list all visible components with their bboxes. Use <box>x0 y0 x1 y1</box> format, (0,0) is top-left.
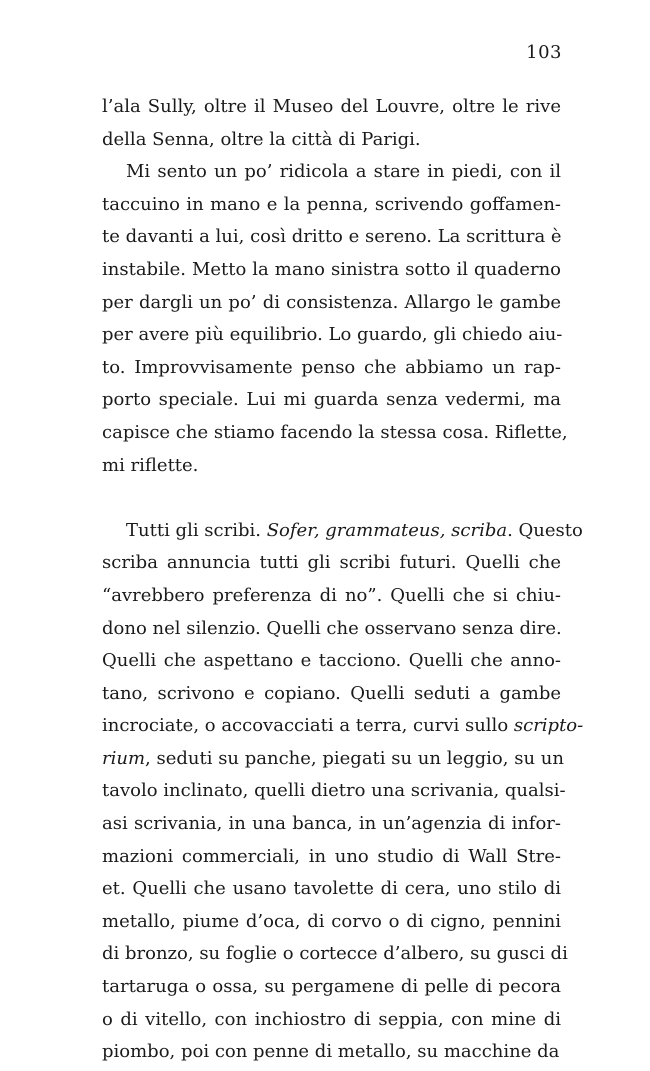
text-line <box>102 841 561 874</box>
text-segment: Mi sento un po’ ridicola a stare in piedi, con il <box>126 161 561 183</box>
text-segment: mi riflette. <box>102 454 199 476</box>
text-segment: della Senna, oltre la città di Parigi. <box>102 128 421 150</box>
text-line <box>102 319 561 352</box>
text-segment: . Questo <box>507 519 583 541</box>
page-number: 103 <box>526 42 562 63</box>
text-segment: te davanti a lui, così dritto e sereno. La scrittura è <box>102 226 562 248</box>
text-line <box>102 221 561 254</box>
text-line <box>102 287 561 320</box>
paragraph <box>102 515 584 1069</box>
text-line <box>102 352 561 385</box>
text-line <box>102 189 561 222</box>
text-line <box>102 580 561 613</box>
text-segment: tartaruga o ossa, su pergamene di pelle di pecora <box>102 976 561 998</box>
text-line <box>102 645 561 678</box>
text-line <box>102 254 561 287</box>
text-segment: capisce che stiamo facendo la stessa cosa. Riflette, <box>102 421 568 443</box>
italic-text: Sofer, grammateus, scriba <box>266 519 508 541</box>
text-segment: metallo, piume d’oca, di corvo o di cigno, pennini <box>102 910 561 932</box>
text-line <box>102 710 584 743</box>
text-segment: tano, scrivono e copiano. Quelli seduti a gambe <box>102 682 561 704</box>
paragraph <box>102 91 561 156</box>
text-segment: Tutti gli scribi. <box>126 519 267 541</box>
text-segment: tavolo inclinato, quelli dietro una scrivania, qualsi- <box>102 780 566 802</box>
text-segment: porto speciale. Lui mi guarda senza vedermi, ma <box>102 389 561 411</box>
text-line <box>102 971 561 1004</box>
text-line <box>102 417 568 450</box>
text-line <box>102 613 561 646</box>
text-line <box>102 515 583 548</box>
text-segment: per dargli un po’ di consistenza. Allargo le gambe <box>102 291 561 313</box>
paragraph <box>102 156 568 482</box>
text-line <box>102 873 561 906</box>
text-line <box>102 384 561 417</box>
text-segment: mazioni commerciali, in uno studio di Wall Stre- <box>102 845 561 867</box>
text-line <box>102 1036 561 1069</box>
text-line <box>102 743 564 776</box>
text-line <box>102 450 561 483</box>
text-segment: scriba annuncia tutti gli scribi futuri. Quelli che <box>102 552 561 574</box>
paragraph-gap <box>102 482 561 515</box>
text-segment: taccuino in mano e la penna, scrivendo goffamen- <box>102 193 561 215</box>
body-text <box>102 91 584 1069</box>
text-segment: instabile. Metto la mano sinistra sotto il quaderno <box>102 258 561 280</box>
text-segment: dono nel silenzio. Quelli che osservano senza dire. <box>102 617 562 639</box>
text-line <box>102 678 561 711</box>
text-line <box>102 91 561 124</box>
text-segment: asi scrivania, in una banca, in un’agenzia di infor- <box>102 813 561 835</box>
text-segment: per avere più equilibrio. Lo guardo, gli chiedo aiu- <box>102 324 563 346</box>
text-segment: o di vitello, con inchiostro di seppia, con mine di <box>102 1008 561 1030</box>
text-segment: to. Improvvisamente penso che abbiamo un rap- <box>102 356 561 378</box>
text-line <box>102 775 566 808</box>
text-line <box>102 906 561 939</box>
text-segment: “avrebbero preferenza di no”. Quelli che si chiu- <box>102 584 561 606</box>
italic-text: rium <box>102 747 146 769</box>
text-line <box>102 547 561 580</box>
text-line <box>102 808 561 841</box>
text-line <box>102 938 568 971</box>
text-line <box>102 156 561 189</box>
text-segment: incrociate, o accovacciati a terra, curvi sullo <box>102 715 514 737</box>
text-segment: l’ala Sully, oltre il Museo del Louvre, oltre le rive <box>102 96 561 117</box>
text-segment: di bronzo, su foglie o cortecce d’albero, su gusci di <box>102 943 568 965</box>
text-segment: et. Quelli che usano tavolette di cera, uno stilo di <box>102 878 561 900</box>
text-segment: , seduti su panche, piegati su un leggio, su un <box>145 747 564 769</box>
text-segment: piombo, poi con penne di metallo, su macchine da <box>102 1041 560 1063</box>
text-segment: Quelli che aspettano e tacciono. Quelli che anno- <box>102 650 561 672</box>
text-line <box>102 124 561 157</box>
text-line <box>102 1004 561 1037</box>
italic-text: scripto- <box>513 715 584 737</box>
